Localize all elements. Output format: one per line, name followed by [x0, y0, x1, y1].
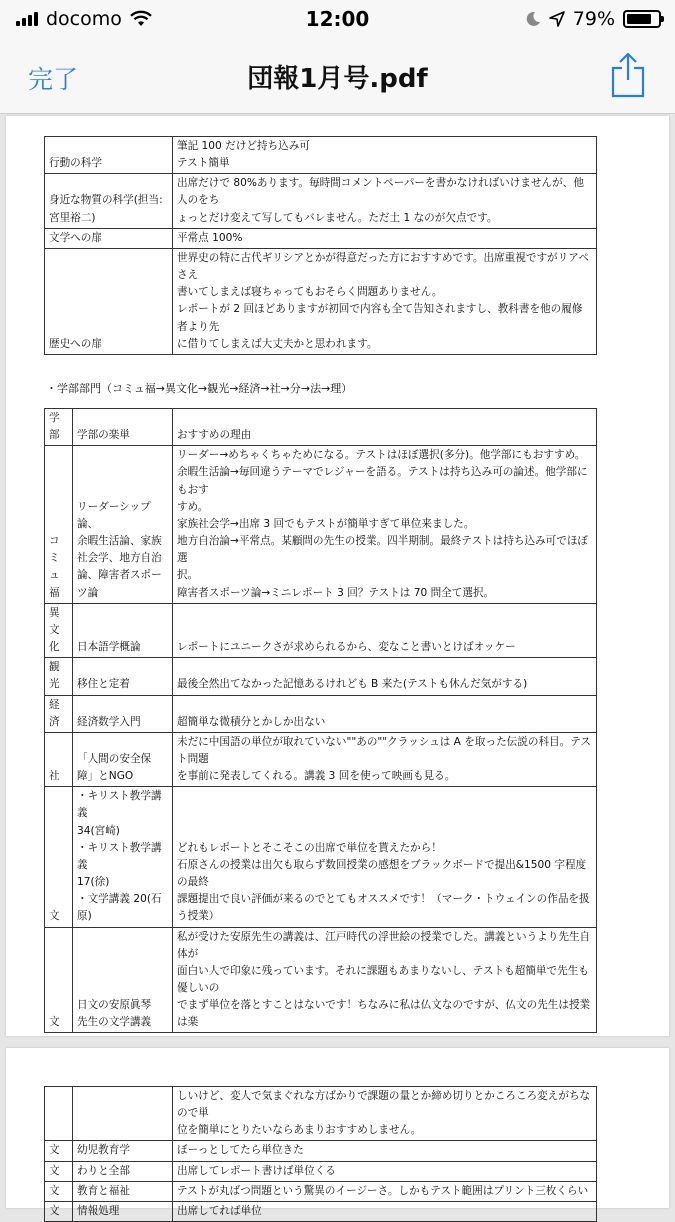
- course-reason-cell: リーダー→めちゃくちゃためになる。テストはほぼ選択(多分)。他学部にもおすすめ。 余暇生活論→毎回違うテーマでレジャーを語る。テストは持ち込み可の論述。他学部にもおす すめ。 家族社会学→出席 3 回でもテストが簡単すぎて単位来ました。 地方自治論→平常点。某顧問の先生の授業。四半期制。最終テストは持ち込み可でほぼ選 択。 障害者スポーツ論→ミニレポート 3 回？テストは 70 問全て選択。: [173, 446, 597, 603]
- course-reason-cell: 筆記 100 だけど持ち込み可 テスト簡単: [173, 137, 597, 174]
- dept-cell: 文: [45, 787, 73, 927]
- table-row: [45, 1201, 597, 1221]
- course-name-cell: 日本語学概論: [73, 603, 173, 657]
- course-reason-cell: 出席してれば単位: [173, 1201, 597, 1221]
- battery-icon: [623, 10, 661, 28]
- status-right: [525, 8, 661, 30]
- course-name-cell: 身近な物質の科学(担当: 宮里裕二): [45, 174, 173, 228]
- battery-level-fill: [627, 14, 651, 24]
- course-reason-cell: どれもレポートとそこそこの出席で単位を貰えたから！ 石原さんの授業は出欠も取らず数回授業の感想をブラックボードで提出&1500 字程度の最終 課題提出で良い評価が来るのでとてもオススメです！（マーク・トウェインの作品を扱う授業）: [173, 787, 597, 927]
- course-reason-cell: ぼーっとしてたら単位きた: [173, 1141, 597, 1161]
- clock-time: 12:00: [305, 7, 370, 31]
- course-reason-cell: しいけど、変人で気まぐれな方ばかりで課題の量とか締め切りとかころころ変えがちなので単 位を簡単にとりたいならあまりおすすめしません。: [173, 1087, 597, 1141]
- table-row: [45, 174, 597, 228]
- course-reason-cell: テストが丸ばつ問題という驚異のイージーさ。しかもテスト範囲はプリント三枚くらい: [173, 1181, 597, 1201]
- dept-cell: [45, 1087, 73, 1141]
- course-reason-cell: 世界史の特に古代ギリシアとかが得意だった方におすすめです。出席重視ですがリアペさえ 書いてしまえば寝ちゃってもおそらく問題ありません。 レポートが 2 回ほどありますが初回で内容も全て告知されますし、教科書を他の履修者より先 に借りてしまえば大丈夫かと思われます。: [173, 248, 597, 354]
- courses-table-continued: [44, 1086, 597, 1222]
- course-name-cell: わりと全部: [73, 1161, 173, 1181]
- dept-cell: 文: [45, 927, 73, 1033]
- table-row: [45, 927, 597, 1033]
- course-name-cell: 「人間の安全保 障」とNGO: [73, 732, 173, 786]
- course-name-cell: リーダーシップ論、 余暇生活論、家族 社会学、地方自治 論、障害者スポー ツ論: [73, 446, 173, 603]
- status-bar: [0, 0, 675, 38]
- course-reason-cell: 最後全然出てなかった記憶あるけれども B 来た(テストも休んだ気がする): [173, 658, 597, 695]
- course-reason-cell: レポートにユニークさが求められるから、変なこと書いとけばオッケー: [173, 603, 597, 657]
- table-row: [45, 248, 597, 354]
- course-name-cell: 経済数学入門: [73, 695, 173, 732]
- header-course: 学部の楽単: [73, 409, 173, 446]
- document-title: 団報1月号.pdf: [247, 64, 428, 94]
- course-name-cell: 情報処理: [73, 1201, 173, 1221]
- course-name-cell: 教育と福祉: [73, 1181, 173, 1201]
- section-heading: ・学部部門（コミュ福→異文化→観光→経済→社→分→法→理）: [46, 382, 353, 395]
- table-header-row: [45, 409, 597, 446]
- course-name-cell: 移住と定着: [73, 658, 173, 695]
- courses-table-general: [44, 136, 597, 355]
- table-row: [45, 787, 597, 927]
- course-name-cell: 日文の安原眞琴 先生の文学講義: [73, 927, 173, 1033]
- moon-icon: [525, 11, 541, 27]
- course-reason-cell: 超簡単な微積分とかしか出ない: [173, 695, 597, 732]
- pdf-page-2[interactable]: [6, 1048, 669, 1217]
- course-name-cell: ・キリスト教学講義 34(宮崎) ・キリスト教学講義 17(徐) ・文学講義 20(石 原): [73, 787, 173, 927]
- table-row: [45, 1181, 597, 1201]
- table-row: [45, 695, 597, 732]
- dept-cell: 観 光: [45, 658, 73, 695]
- navigation-bar: [0, 38, 675, 114]
- table-row: [45, 1141, 597, 1161]
- dept-cell: コミ ュ 福: [45, 446, 73, 603]
- course-reason-cell: 出席してレポート書けば単位くる: [173, 1161, 597, 1181]
- table-row: [45, 732, 597, 786]
- table-row: [45, 137, 597, 174]
- dept-cell: 異 文 化: [45, 603, 73, 657]
- dept-cell: 文: [45, 1161, 73, 1181]
- table-row: [45, 658, 597, 695]
- course-name-cell: 文学への扉: [45, 228, 173, 248]
- done-button[interactable]: 完了: [28, 65, 79, 94]
- table-row: [45, 603, 597, 657]
- course-name-cell: 行動の科学: [45, 137, 173, 174]
- header-reason: おすすめの理由: [173, 409, 597, 446]
- dept-cell: 経 済: [45, 695, 73, 732]
- location-arrow-icon: [549, 11, 565, 27]
- course-name-cell: 幼児教育学: [73, 1141, 173, 1161]
- table-row: [45, 446, 597, 603]
- course-reason-cell: 私が受けた安原先生の講義は、江戸時代の浮世絵の授業でした。講義というより先生自体が 面白い人で印象に残っています。それに課題もあまりないし、テストも超簡単で先生も優しいの でまず単位を落とすことはないです！ちなみに私は仏文なのですが、仏文の先生は授業は楽: [173, 927, 597, 1033]
- course-name-cell: [73, 1087, 173, 1141]
- share-icon[interactable]: [611, 52, 645, 98]
- course-reason-cell: 平常点 100%: [173, 228, 597, 248]
- dept-cell: 文: [45, 1201, 73, 1221]
- table-row: [45, 228, 597, 248]
- courses-table-faculty: [44, 408, 597, 1033]
- dept-cell: 文: [45, 1181, 73, 1201]
- carrier-name: docomo: [46, 8, 122, 30]
- course-name-cell: 歴史への扉: [45, 248, 173, 354]
- pdf-page-1[interactable]: [6, 116, 669, 1036]
- dept-cell: 社: [45, 732, 73, 786]
- header-dept: 学 部: [45, 409, 73, 446]
- battery-percent: 79%: [572, 8, 615, 30]
- course-reason-cell: 出席だけで 80%あります。毎時間コメントペーパーを書かなければいけませんが、他人のをち ょっとだけ変えて写してもバレません。ただ土 1 なのが欠点です。: [173, 174, 597, 228]
- table-row: [45, 1161, 597, 1181]
- dept-cell: 文: [45, 1141, 73, 1161]
- course-reason-cell: 未だに中国語の単位が取れていない""あの""クラッシュは A を取った伝説の科目。テスト問題 を事前に発表してくれる。講義 3 回を使って映画も見る。: [173, 732, 597, 786]
- table-row: [45, 1087, 597, 1141]
